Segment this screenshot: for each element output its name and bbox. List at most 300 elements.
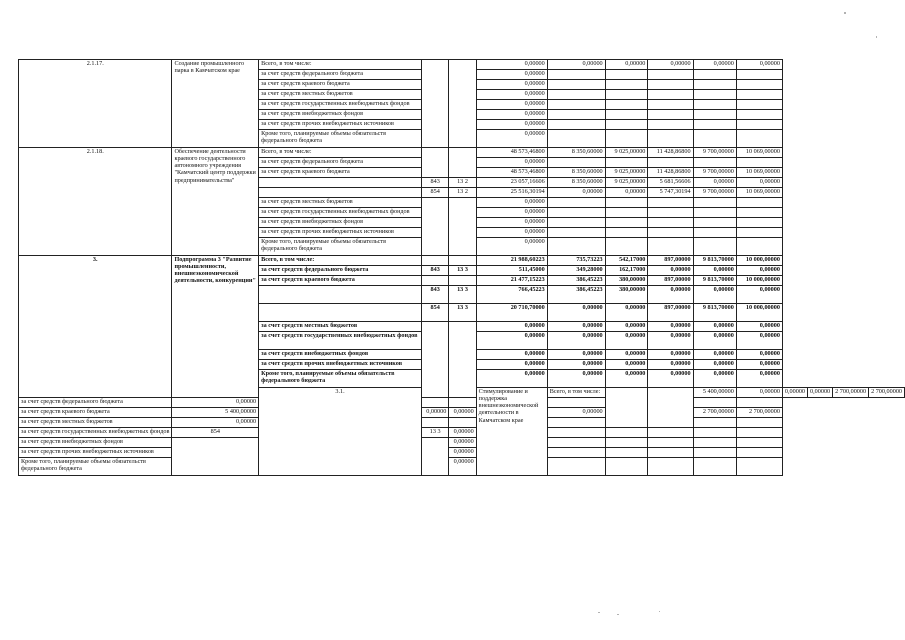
table-cell (449, 398, 476, 408)
table-cell (421, 398, 448, 408)
table-cell (605, 458, 648, 476)
table-cell (648, 448, 693, 458)
table-cell (259, 304, 422, 322)
table-cell (547, 448, 605, 458)
table-cell: 11 428,86800 (648, 148, 693, 158)
table-row (19, 408, 905, 418)
table-cell: 0,00000 (736, 178, 782, 188)
table-cell (605, 428, 648, 438)
table-cell: 13 3 (421, 428, 448, 438)
table-cell: 5 681,56606 (648, 178, 693, 188)
table-cell (648, 198, 693, 208)
table-cell (605, 80, 648, 90)
table-cell: 0,00000 (476, 370, 547, 388)
table-cell: 0,00000 (693, 286, 736, 304)
table-cell (736, 80, 782, 90)
table-cell: за счет средств местных бюджетов (19, 418, 172, 428)
table-cell (648, 438, 693, 448)
table-row (19, 418, 905, 428)
table-cell (736, 228, 782, 238)
table-cell: за счет средств государственных внебюджетных фондов (259, 332, 422, 350)
table-cell: 0,00000 (476, 198, 547, 208)
table-cell: 349,28000 (547, 266, 605, 276)
table-cell: 8 350,60000 (547, 148, 605, 158)
table-cell: 0,00000 (449, 428, 476, 438)
table-cell: 5 400,00000 (172, 408, 259, 418)
table-cell: 0,00000 (736, 370, 782, 388)
table-cell (736, 438, 782, 448)
table-cell: 10 069,00000 (736, 188, 782, 198)
table-cell: 843 (421, 266, 448, 276)
table-cell: 0,00000 (605, 350, 648, 360)
table-cell (736, 398, 782, 408)
table-cell: за счет средств краевого бюджета (259, 80, 422, 90)
table-cell (449, 418, 476, 428)
table-cell (648, 90, 693, 100)
table-cell (693, 120, 736, 130)
table-cell: Подпрограмма 3 "Развитие промышленности, внешнеэкономической деятельности, конкуренции" (172, 256, 259, 398)
table-cell: 2 700,00000 (693, 408, 736, 418)
table-cell (736, 238, 782, 256)
table-cell: 23 057,16606 (476, 178, 547, 188)
table-cell: Обеспечение деятельности краевого государственного автономного учреждения "Камчатский центр поддержки предпринимательства" (172, 148, 259, 256)
table-cell (449, 256, 476, 266)
table-cell: 8 350,60000 (547, 168, 605, 178)
table-cell: 766,45223 (476, 286, 547, 304)
table-cell: 0,00000 (693, 360, 736, 370)
table-cell (547, 438, 605, 448)
table-cell (449, 276, 476, 286)
table-cell (693, 398, 736, 408)
table-cell: 0,00000 (648, 370, 693, 388)
table-cell: 0,00000 (736, 322, 782, 332)
table-cell (693, 130, 736, 148)
table-cell: за счет средств федерального бюджета (259, 70, 422, 80)
table-cell: за счет средств федерального бюджета (19, 398, 172, 408)
table-cell: 48 573,46800 (476, 168, 547, 178)
table-cell: 0,00000 (547, 188, 605, 198)
table-cell (421, 438, 448, 476)
table-cell (547, 80, 605, 90)
table-cell: 5 747,30194 (648, 188, 693, 198)
table-cell: 11 428,86800 (648, 168, 693, 178)
scan-speck (844, 12, 846, 14)
table-cell: 843 (421, 286, 448, 304)
table-row (19, 60, 905, 70)
table-cell: 9 700,00000 (693, 188, 736, 198)
table-cell (421, 256, 448, 266)
table-cell: Создание промышленного парка в Камчатском крае (172, 60, 259, 148)
table-cell: 0,00000 (693, 60, 736, 70)
table-cell: 0,00000 (736, 360, 782, 370)
table-cell: 0,00000 (476, 90, 547, 100)
table-cell: за счет средств краевого бюджета (19, 408, 172, 418)
table-cell: 0,00000 (693, 178, 736, 188)
table-cell (736, 428, 782, 438)
table-cell: 9 813,70000 (693, 256, 736, 266)
table-cell (547, 238, 605, 256)
budget-table (18, 59, 905, 476)
table-cell: за счет средств краевого бюджета (259, 168, 422, 178)
table-cell (605, 70, 648, 80)
table-cell (693, 448, 736, 458)
table-cell (547, 110, 605, 120)
table-cell: за счет средств краевого бюджета (259, 276, 422, 286)
table-cell: 5 400,00000 (693, 388, 736, 398)
table-cell: 0,00000 (648, 332, 693, 350)
table-row (19, 398, 905, 408)
table-cell: 0,00000 (648, 322, 693, 332)
table-cell: 3. (19, 256, 172, 398)
table-cell: 854 (172, 428, 259, 438)
table-cell: за счет средств прочих внебюджетных источников (259, 228, 422, 238)
table-cell: 511,45000 (476, 266, 547, 276)
table-cell: 8 350,60000 (547, 178, 605, 188)
table-cell (605, 208, 648, 218)
table-cell: 0,00000 (693, 322, 736, 332)
table-cell: 162,17000 (605, 266, 648, 276)
table-cell: 9 700,00000 (693, 148, 736, 158)
table-cell (693, 418, 736, 428)
table-cell: 854 (421, 188, 448, 198)
table-cell (648, 70, 693, 80)
table-cell (736, 130, 782, 148)
table-cell (605, 228, 648, 238)
table-cell (605, 448, 648, 458)
table-cell: 0,00000 (476, 350, 547, 360)
table-cell (693, 90, 736, 100)
table-cell (736, 458, 782, 476)
table-cell (648, 228, 693, 238)
table-cell: 13 2 (449, 178, 476, 188)
table-cell: 48 573,46800 (476, 148, 547, 158)
table-cell (259, 178, 422, 188)
table-cell (605, 198, 648, 208)
table-cell (693, 458, 736, 476)
table-cell (449, 60, 476, 148)
table-cell (693, 158, 736, 168)
table-cell (648, 428, 693, 438)
table-cell: за счет средств прочих внебюджетных источников (259, 360, 422, 370)
table-cell: 0,00000 (736, 60, 782, 70)
table-cell (421, 60, 448, 148)
table-cell (547, 218, 605, 228)
table-cell (693, 218, 736, 228)
table-cell (736, 218, 782, 228)
table-cell: 897,00000 (648, 276, 693, 286)
table-cell: 0,00000 (736, 388, 782, 398)
table-cell (736, 120, 782, 130)
table-row (19, 438, 905, 448)
table-cell (547, 198, 605, 208)
table-cell: 380,00000 (605, 286, 648, 304)
table-cell: 0,00000 (648, 286, 693, 304)
table-cell (693, 110, 736, 120)
table-cell: 0,00000 (476, 158, 547, 168)
table-cell: за счет средств местных бюджетов (259, 198, 422, 208)
table-cell (605, 110, 648, 120)
table-cell: 0,00000 (476, 100, 547, 110)
table-cell: 0,00000 (547, 360, 605, 370)
table-cell: 0,00000 (476, 218, 547, 228)
table-cell: 542,17000 (605, 256, 648, 266)
table-cell: Всего, в том числе: (259, 148, 422, 158)
table-cell (648, 458, 693, 476)
table-cell: Всего, в том числе: (547, 388, 605, 398)
table-row (19, 148, 905, 158)
table-cell: 0,00000 (693, 370, 736, 388)
table-cell: 13 2 (449, 188, 476, 198)
table-cell: 0,00000 (476, 80, 547, 90)
table-cell: 0,00000 (547, 332, 605, 350)
table-cell (693, 208, 736, 218)
table-cell: 9 025,00000 (605, 148, 648, 158)
table-cell: 0,00000 (476, 110, 547, 120)
table-cell (693, 428, 736, 438)
table-cell (605, 120, 648, 130)
table-cell: 21 477,15223 (476, 276, 547, 286)
table-cell: 0,00000 (736, 332, 782, 350)
table-cell: 0,00000 (476, 228, 547, 238)
table-cell (736, 70, 782, 80)
table-cell: 0,00000 (648, 60, 693, 70)
table-cell: Стимулирование и поддержка внешнеэкономической деятельности в Камчатском крае (476, 388, 547, 476)
table-cell: Кроме того, планируемые объемы обязательств федерального бюджета (19, 458, 172, 476)
table-row (19, 256, 905, 266)
table-cell: Кроме того, планируемые объемы обязательств федерального бюджета (259, 238, 422, 256)
table-cell (449, 322, 476, 398)
table-cell (547, 70, 605, 80)
table-cell: 0,00000 (693, 332, 736, 350)
table-row (19, 448, 905, 458)
table-cell (648, 110, 693, 120)
table-cell: 0,00000 (605, 304, 648, 322)
table-cell: 2.1.18. (19, 148, 172, 256)
scan-speck (659, 611, 660, 612)
table-cell: 0,00000 (476, 120, 547, 130)
table-cell: 0,00000 (476, 238, 547, 256)
table-cell (547, 130, 605, 148)
table-cell: 10 000,00000 (736, 276, 782, 286)
table-cell (648, 238, 693, 256)
table-cell (693, 438, 736, 448)
table-cell (421, 276, 448, 286)
table-cell: 0,00000 (547, 322, 605, 332)
table-cell (648, 388, 693, 428)
table-cell (605, 438, 648, 448)
table-cell (605, 388, 648, 428)
table-cell: 0,00000 (648, 360, 693, 370)
table-cell: 0,00000 (449, 448, 476, 458)
table-cell (693, 80, 736, 90)
table-cell: 9 813,70000 (693, 276, 736, 286)
table-cell: за счет средств местных бюджетов (259, 90, 422, 100)
table-cell: 854 (421, 304, 448, 322)
table-cell: 0,00000 (476, 322, 547, 332)
table-cell (693, 70, 736, 80)
table-cell (605, 218, 648, 228)
table-cell: за счет средств внебюджетных фондов (259, 218, 422, 228)
table-cell: 0,00000 (547, 370, 605, 388)
table-row (19, 428, 905, 438)
table-cell: Всего, в том числе: (259, 256, 422, 266)
table-cell (648, 80, 693, 90)
table-cell: 20 710,70000 (476, 304, 547, 322)
table-cell: за счет средств местных бюджетов (259, 322, 422, 332)
table-cell (648, 218, 693, 228)
table-cell: 0,00000 (547, 350, 605, 360)
table-cell: за счет средств внебюджетных фондов (259, 350, 422, 360)
table-cell: 10 069,00000 (736, 148, 782, 158)
table-cell: 13 3 (449, 286, 476, 304)
scan-speck (876, 36, 877, 38)
table-cell: за счет средств внебюджетных фондов (19, 438, 172, 448)
table-cell: 9 813,70000 (693, 304, 736, 322)
table-cell: за счет средств государственных внебюджетных фондов (259, 100, 422, 110)
table-cell (605, 90, 648, 100)
table-cell: Кроме того, планируемые объемы обязательств федерального бюджета (259, 370, 422, 388)
table-cell (736, 208, 782, 218)
table-cell: за счет средств прочих внебюджетных источников (259, 120, 422, 130)
table-cell: 9 700,00000 (693, 168, 736, 178)
table-cell: за счет средств прочих внебюджетных источников (19, 448, 172, 458)
table-cell: 0,00000 (648, 350, 693, 360)
table-cell (693, 228, 736, 238)
table-cell: 0,00000 (476, 332, 547, 350)
table-cell (648, 100, 693, 110)
table-cell (605, 100, 648, 110)
table-cell (648, 158, 693, 168)
table-cell (736, 448, 782, 458)
table-cell (736, 90, 782, 100)
table-cell: 843 (421, 178, 448, 188)
budget-table-body (19, 60, 905, 476)
table-cell (547, 100, 605, 110)
table-cell (736, 158, 782, 168)
table-cell: 0,00000 (808, 388, 833, 398)
table-cell: 0,00000 (476, 70, 547, 80)
table-cell (547, 208, 605, 218)
table-cell: 897,00000 (648, 256, 693, 266)
table-cell (547, 418, 605, 428)
table-cell (693, 100, 736, 110)
table-cell (547, 120, 605, 130)
table-cell: 0,00000 (476, 60, 547, 70)
table-cell: Кроме того, планируемые объемы обязательств федерального бюджета (259, 130, 422, 148)
table-cell (648, 130, 693, 148)
table-cell: 0,00000 (605, 188, 648, 198)
table-cell: 0,00000 (648, 266, 693, 276)
scan-speck (617, 614, 619, 615)
table-row (19, 458, 905, 476)
table-cell (259, 188, 422, 198)
table-cell (547, 228, 605, 238)
table-cell: 21 988,60223 (476, 256, 547, 266)
table-cell: 0,00000 (421, 408, 448, 418)
table-cell: 0,00000 (605, 360, 648, 370)
table-cell (648, 120, 693, 130)
table-cell (547, 428, 605, 438)
table-cell (693, 198, 736, 208)
table-cell (449, 148, 476, 178)
table-cell: 0,00000 (736, 350, 782, 360)
table-cell: 0,00000 (449, 458, 476, 476)
table-cell: 0,00000 (476, 130, 547, 148)
table-cell: 0,00000 (172, 398, 259, 408)
table-cell: 0,00000 (736, 286, 782, 304)
table-cell (259, 286, 422, 304)
table-cell (736, 110, 782, 120)
table-cell (605, 238, 648, 256)
table-cell: за счет средств внебюджетных фондов (259, 110, 422, 120)
table-cell (736, 418, 782, 428)
table-cell (693, 238, 736, 256)
table-cell: за счет средств государственных внебюджетных фондов (259, 208, 422, 218)
table-cell: 9 025,00000 (605, 178, 648, 188)
table-cell: за счет средств государственных внебюджетных фондов (19, 428, 172, 438)
table-cell: 386,45223 (547, 286, 605, 304)
table-cell: 0,00000 (476, 360, 547, 370)
table-cell: 10 000,00000 (736, 256, 782, 266)
table-cell: 13 3 (449, 266, 476, 276)
table-cell: 2 700,00000 (833, 388, 869, 398)
table-cell (547, 90, 605, 100)
table-cell: 9 025,00000 (605, 168, 648, 178)
table-cell: 0,00000 (605, 322, 648, 332)
table-cell: 386,45223 (547, 276, 605, 286)
table-cell: 0,00000 (605, 332, 648, 350)
table-cell: 2 700,00000 (736, 408, 782, 418)
table-cell: 0,00000 (449, 408, 476, 418)
table-cell: 380,00000 (605, 276, 648, 286)
table-cell: 0,00000 (449, 438, 476, 448)
table-cell (421, 418, 448, 428)
table-cell: 3.1. (259, 388, 422, 476)
table-cell: 0,00000 (547, 304, 605, 322)
table-cell (421, 148, 448, 178)
table-cell (736, 198, 782, 208)
table-cell (547, 398, 605, 408)
table-cell (421, 322, 448, 398)
table-cell: за счет средств федерального бюджета (259, 158, 422, 168)
table-cell: 0,00000 (547, 60, 605, 70)
table-cell: 0,00000 (693, 266, 736, 276)
table-cell: 0,00000 (476, 208, 547, 218)
table-cell (449, 198, 476, 256)
table-cell: 2 700,00000 (869, 388, 905, 398)
table-cell: 0,00000 (605, 60, 648, 70)
table-cell (547, 158, 605, 168)
table-cell (605, 130, 648, 148)
table-cell: 25 516,30194 (476, 188, 547, 198)
table-cell (605, 158, 648, 168)
table-cell: 0,00000 (736, 266, 782, 276)
table-cell: 10 069,00000 (736, 168, 782, 178)
table-cell: 10 000,00000 (736, 304, 782, 322)
table-cell (648, 208, 693, 218)
table-cell: 0,00000 (782, 388, 807, 398)
table-cell: Всего, в том числе: (259, 60, 422, 70)
table-cell: 897,00000 (648, 304, 693, 322)
table-cell (172, 438, 259, 476)
table-cell: 0,00000 (693, 350, 736, 360)
table-cell: за счет средств федерального бюджета (259, 266, 422, 276)
table-cell: 2.1.17. (19, 60, 172, 148)
table-cell (736, 100, 782, 110)
table-cell: 0,00000 (172, 418, 259, 428)
table-cell: 13 3 (449, 304, 476, 322)
table-cell: 0,00000 (605, 370, 648, 388)
